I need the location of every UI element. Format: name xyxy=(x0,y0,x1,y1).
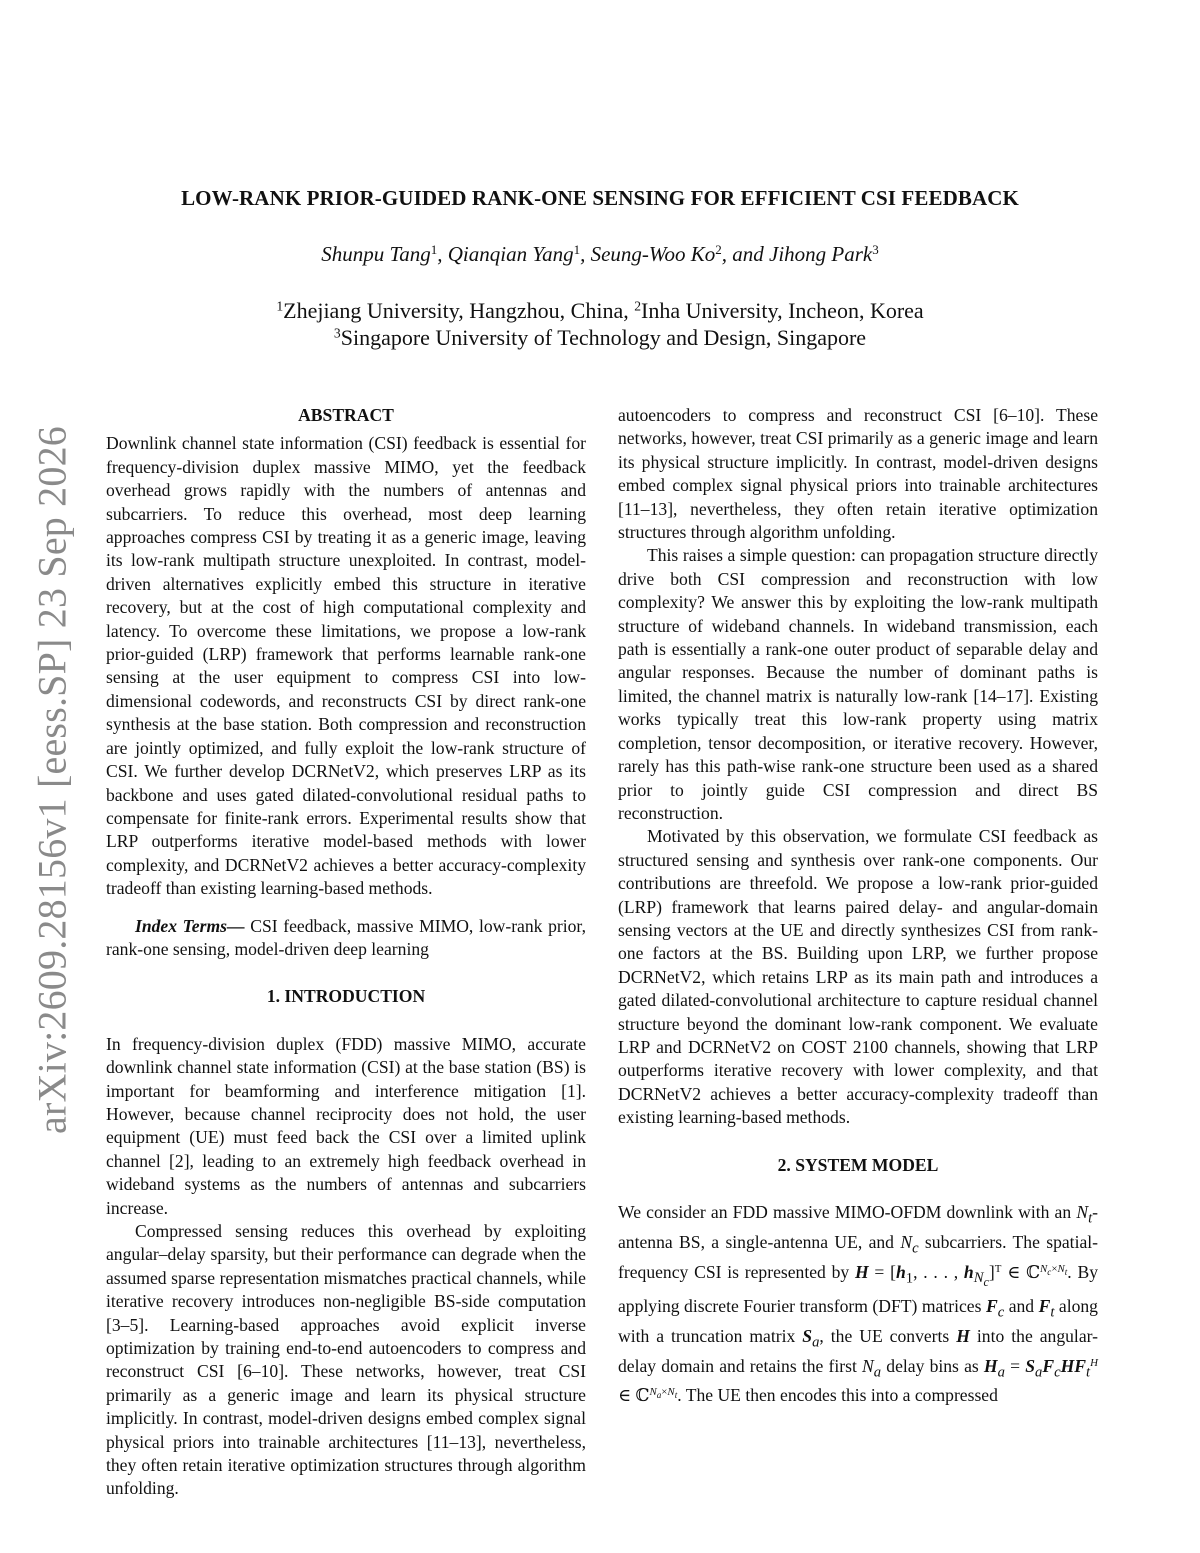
intro-paragraph-3: This raises a simple question: can propagation structure directly drive both CSI compression and reconstruction with low complexity? We answer this by exploiting the low-rank multipath structure of wideband channels. In wideband transmission, each path is essentially a rank-one outer product of separable delay and angular responses. Because the number of dominant paths is limited, the channel matrix is naturally low-rank [14–17]. Existing works typically treat this low-rank property using matrix completion, tensor decomposition, or iterative recovery. However, rarely has this path-wise rank-one structure been used as a shared prior to jointly guide CSI compression and direct BS reconstruction. xyxy=(618,545,1098,823)
affiliation-marker: 1 xyxy=(276,298,284,314)
affiliation-marker: 3 xyxy=(872,241,879,257)
affiliation-line-1 xyxy=(100,298,1100,324)
index-terms-label: Index Terms— xyxy=(135,915,245,936)
affiliation-marker: 3 xyxy=(333,325,341,341)
affiliation-marker: 2 xyxy=(634,298,642,314)
index-terms-text: CSI feedback, massive MIMO, low-rank prior, rank-one sensing, model-driven deep learning xyxy=(106,915,586,959)
abstract-text: Downlink channel state information (CSI) feedback is essential for frequency-division duplex massive MIMO, yet the feedback overhead grows rapidly with the numbers of antennas and subcarriers. To reduce this overhead, most deep learning approaches compress CSI by treating it as a generic image, leaving its low-rank multipath structure unexploited. In contrast, model-driven alternatives explicitly embed this structure in iterative recovery, but at the cost of high computational complexity and latency. To overcome these limitations, we propose a low-rank prior-guided (LRP) framework that performs learnable rank-one sensing at the user equipment to compress CSI into low-dimensional codewords, and reconstructs CSI by direct rank-one synthesis at the base station. Both compression and reconstruction are jointly optimized, and fully exploit the low-rank structure of CSI. We further develop DCRNetV2, which preserves LRP as its backbone and uses gated dilated-convolutional residual paths to compensate for finite-rank errors. Experimental results show that LRP outperforms iterative model-based methods with lower complexity, and DCRNetV2 achieves a better accuracy-complexity tradeoff than existing learning-based methods. xyxy=(106,433,586,899)
arxiv-identifier: arXiv:2609.28156v1 [eess.SP] 23 Sep 2026 xyxy=(29,426,75,1134)
arxiv-sidebar-stamp xyxy=(22,420,82,1140)
affiliation-text: Inha University, Incheon, Korea xyxy=(641,298,924,323)
author-name: , and Jihong Park xyxy=(721,242,873,266)
affiliation-text: Singapore University of Technology and Design, Singapore xyxy=(340,325,867,350)
intro-paragraph-4: Motivated by this observation, we formulate CSI feedback as structured sensing and synthesis over rank-one components. Our contributions are threefold. We propose a low-rank prior-guided (LRP) framework that learns paired delay- and angular-domain sensing vectors at the UE and directly synthesizes CSI from rank-one factors at the BS. Building upon LRP, we further propose DCRNetV2, which retains LRP as its main path and introduces a gated dilated-convolutional architecture to capture residual channel structure beyond the dominant low-rank component. We evaluate LRP and DCRNetV2 on COST 2100 channels, showing that LRP outperforms iterative recovery with lower complexity, and that DCRNetV2 achieves a better accuracy-complexity tradeoff than existing learning-based methods. xyxy=(618,826,1098,1128)
index-terms xyxy=(106,915,586,962)
abstract-heading: ABSTRACT xyxy=(298,405,394,425)
affiliation-marker: 1 xyxy=(573,241,581,257)
author-name: Shunpu Tang xyxy=(321,242,431,266)
author-name: , Seung-Woo Ko xyxy=(580,242,716,266)
affiliation-marker: 1 xyxy=(430,241,438,257)
intro-paragraph-1: In frequency-division duplex (FDD) massive MIMO, accurate downlink channel state information (CSI) at the base station (BS) is important for beamforming and interference mitigation [1]. However, because channel reciprocity does not hold, the user equipment (UE) must feed back the CSI over a limited uplink channel [2], leading to an extremely high feedback overhead in wideband systems as the numbers of antennas and subcarriers increase. xyxy=(106,1033,586,1218)
system-model-paragraph: We consider an FDD massive MIMO-OFDM downlink with an $N_t$-antenna BS, a single-antenna UE, and $N_c$ subcarriers. The spatial-frequency CSI is represented by $H = [h_1$, . . . , $h_{N_c}]^T$ ∈ ℂ$^{N_c\times N_t}$. By applying discrete Fourier transform (DFT) matrices $F_c$ and $F_t$ along with a truncation matrix $S_a$, the UE converts H into the angular-delay domain and retains the first $N_a$ delay bins as $H_a = S_aF_cHF_t^H$ ∈ ℂ$^{N_a\times N_t}$. The UE then encodes this into a compressed xyxy=(618,1202,1099,1406)
section-heading-introduction: 1. INTRODUCTION xyxy=(266,986,426,1007)
right-column xyxy=(618,404,1098,1408)
left-column xyxy=(106,404,586,1499)
affiliation-line-2 xyxy=(100,325,1100,351)
intro-paragraph-2-continued: autoencoders to compress and reconstruct CSI [6–10]. These networks, however, treat CSI primarily as a generic image and learn its physical structure implicitly. In contrast, model-driven designs embed complex signal physical priors into trainable architectures [11–13], nevertheless, they often retain iterative optimization structures through algorithm unfolding. xyxy=(618,405,1098,543)
affiliation-text: Zhejiang University, Hangzhou, China, xyxy=(283,298,635,323)
intro-paragraph-2: Compressed sensing reduces this overhead by exploiting angular–delay sparsity, but their performance can degrade when the assumed sparse representation mismatches practical channels, while iterative recovery introduces non-negligible BS-side computation [3–5]. Learning-based approaches avoid explicit inverse optimization by training end-to-end autoencoders to compress and reconstruct CSI [6–10]. These networks, however, treat CSI primarily as a generic image and learn its physical structure implicitly. In contrast, model-driven designs embed complex signal physical priors into trainable architectures [11–13], nevertheless, they often retain iterative optimization structures through algorithm unfolding. xyxy=(106,1221,586,1499)
affiliation-marker: 2 xyxy=(715,241,722,257)
author-name: , Qianqian Yang xyxy=(437,242,574,266)
section-heading-system-model: 2. SYSTEM MODEL xyxy=(777,1154,939,1175)
paper-title: LOW-RANK PRIOR-GUIDED RANK-ONE SENSING FOR EFFICIENT CSI FEEDBACK xyxy=(181,186,1019,210)
author-list xyxy=(100,242,1100,267)
